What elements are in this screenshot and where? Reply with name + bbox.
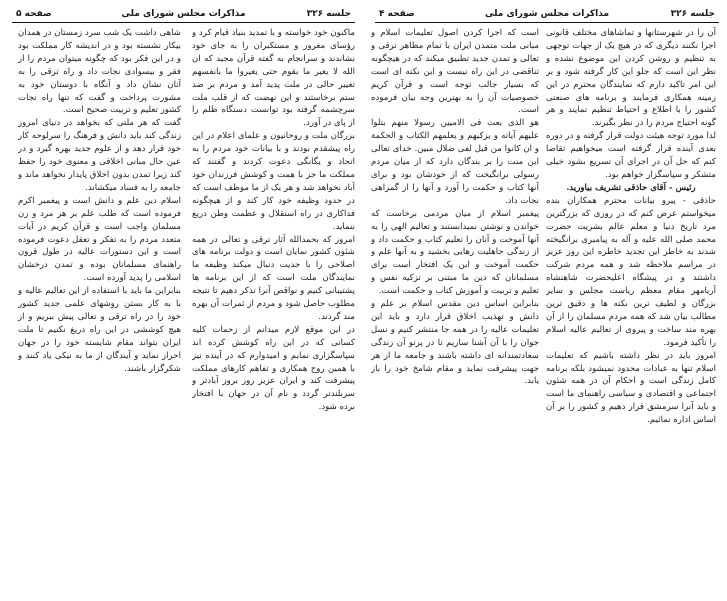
paragraph: امروز که بحمدالله آثار ترقی و تعالی در همه شئون کشور نمایان است و دولت برنامه های اصلاحی را با جدیت دنبال میکند وظیفه ما نمایندگان ملت است که از این برنامه ها پشتیبانی کنیم و نواقص آنرا تذکر دهیم تا نتیجه مطلوب حاصل شود و مردم از ثمرات آن بهره مند گردند. bbox=[192, 234, 355, 322]
paragraph: ماکنون خود خواسته و با تمدید بنیاد قیام کرد و رؤسای مغرور و مستکبران را به جای خود نشاندند و سرانجام به گفته قرآن مجید که ان الله لا یغیر ما بقوم حتی یغیروا ما بانفسهم تغییر حالی در ملت پدید آمد و مردم بر ضد ستم برخاستند و این نهضت که از قلب ملت سرچشمه گرفته بود توانست دستگاه ظلم را از پای در آورد. bbox=[192, 28, 355, 129]
running-title: مذاکرات مجلس شورای ملی bbox=[121, 9, 246, 19]
paragraph: است که اجرا کردن اصول تعلیمات اسلام و مبانی ملت متمدن ایران با تمام مظاهر ترقی و تعالی و تمدن جدید تطبیق میکند که در هیچگونه تناقضی در این راه نیست و این نکته ای است که بسیار جالب توجه است و قرآن کریم خصوصیات آن را به بهترین وجه بیان فرموده است. bbox=[371, 28, 539, 116]
paragraph: آن را در شهرستانها و تماشاهای مختلف قانونی اجرا نکنند دیگری که در هیچ یک از جهات توجهی به تنظیم و روشن کردن این موضوع نشده و نظر این است که جلو این کار گرفته شود و بر این امر تاکید دارم که نمایندگان محترم در این زمینه همکاری فرمایند و برنامه های صنعتی کشور را با اطلاع و احتیاط تنظیم نمایند و هر گونه احتیاج مردم را در نظر بگیرند. bbox=[546, 28, 716, 129]
page-number: صفحه ۵ bbox=[16, 9, 52, 19]
text-column-left bbox=[18, 27, 181, 567]
paragraph: بنابراین ما باید با استفاده از این تعالیم عالیه و با به کار بستن روشهای علمی جدید کشور خود را در راه ترقی و تعالی پیش ببریم و از هیچ کوششی در این راه دریغ نکنیم تا ملت ایران بتواند مقام شایسته خود را در جهان احراز نماید و آیندگان از ما به نیکی یاد کنند و شکرگزار باشند. bbox=[18, 286, 181, 374]
paragraph: شاهی داشت یک شب سرد زمستان در همدان بیکار نشسته بود و در اندیشه کار مملکت بود و در این فکر بود که چگونه میتوان مردم را از فقر و بیسوادی نجات داد و راه ترقی را به آنان نشان داد و آنگاه با دوستان خود به مشورت پرداخت و گفت که تنها راه نجات کشور تعلیم و تربیت صحیح است. bbox=[18, 28, 181, 116]
paragraph: اسلام دین علم و دانش است و پیغمبر اکرم فرموده است که طلب علم بر هر مرد و زن مسلمان واجب است و قرآن کریم در آیات متعدد مردم را به تفکر و تعقل دعوت فرموده است و این دستورات عالیه در طول قرون راهنمای مسلمانان بوده و تمدن درخشان اسلامی را پدید آورده است. bbox=[18, 195, 181, 284]
page-header bbox=[375, 8, 719, 23]
session-number: جلسه ۳۲۶ bbox=[670, 9, 715, 19]
right-page bbox=[363, 0, 727, 601]
running-title: مذاکرات مجلس شورای ملی bbox=[484, 9, 610, 19]
paragraph: گفت که هر ملتی که بخواهد در دنیای امروز زندگی کند باید دانش و فرهنگ را سرلوحه کار خود قرار دهد و از علوم جدید بهره گیرد و در عین حال مبانی اخلاقی و معنوی خود را حفظ کند زیرا تمدن بدون اخلاق پایدار نخواهد ماند و جامعه را به فساد میکشاند. bbox=[18, 118, 181, 193]
page-number: صفحه ۴ bbox=[379, 9, 415, 19]
paragraph: بنابراین اساس دین مقدس اسلام بر علم و دانش و تهذیب اخلاق قرار دارد و باید این تعلیمات عالیه را در همه جا منتشر کنیم و نسل جوان را با آن آشنا سازیم تا در پرتو آن زندگی سعادتمندانه ای داشته باشند و جامعه ما از هر جهت پیشرفت نماید و مقام شامخ خود را باز یابد. bbox=[371, 299, 539, 387]
text-column-right bbox=[192, 27, 355, 567]
paragraph: حاذقی - پیرو بیانات محترم همکاران بنده میخواستم عرض کنم که در روزی که بزرگترین مرد تاریخ دنیا و معلم عالم بشریت حضرت محمد صلی الله علیه و آله به پیامبری برانگیخته شدند به خاطر این تجدید خاطره این روز عزیز در مراسم ملاحظه شد و همه مردم شرکت داشتند و در پیشگاه اعلیحضرت شاهنشاه آریامهر مقام معظم ریاست مجلس و سایر بزرگان و لطیف ترین نکته ها و دقیق ترین مطالب بیان شد که همه مردم مسلمان را از آن بهره مند ساخت و پیروی از تعالیم عالیه اسلام را تأکید فرمود. bbox=[546, 195, 716, 348]
page-header bbox=[12, 8, 355, 23]
quran-verse-paragraph: هو الذی بعث فی الامیین رسولا منهم یتلوا علیهم آیاته و یزکیهم و یعلمهم الکتاب و الحکمة و ان کانوا من قبل لفی ضلال مبین. خدای تعالی این منت را بر بندگان دارد که از میان مردم رسولی برانگیخت که از خودشان بود و برای آنها کتاب و حکمت را آورد و آنها را از گمراهی نجات داد. bbox=[371, 118, 539, 206]
paragraph: لذا مورد توجه هیئت دولت قرار گرفته و در دوره بعدی آینده قرار گرفته است میخواهیم تقاضا کنم که حل آن در اجرای آن تسریع بشود خیلی متشکر و سپاسگزار خواهم بود. bbox=[546, 131, 716, 180]
paragraph: امروز باید در نظر داشته باشیم که تعلیمات اسلام تنها به عبادات محدود نمیشود بلکه برنامه کامل زندگی است و احکام آن در همه شئون اجتماعی و اقتصادی و سیاسی راهنمای ما است و باید آنرا سرمشق قرار دهیم و کشور را بر آن اساس اداره نمائیم. bbox=[546, 350, 716, 426]
paragraph: در این موقع لازم میدانم از زحمات کلیه کسانی که در این راه کوشش کرده اند سپاسگزاری نمایم و امیدوارم که در آینده نیز با همین روح همکاری و تفاهم کارهای مملکت پیشرفت کند و ایران عزیز روز بروز آبادتر و سربلندتر گردد و نام آن در جهان با افتخار برده شود. bbox=[192, 324, 355, 413]
speaker-heading: رئیس - آقای حاذقی تشریف بیاورید. bbox=[566, 182, 696, 193]
paragraph: بزرگان ملت و روحانیون و علمای اعلام در این راه پیشقدم بودند و با بیانات خود مردم را به اتحاد و یگانگی دعوت کردند و گفتند که مملکت ما جز با همت و کوشش فرزندان خود آباد نخواهد شد و هر یک از ما موظف است که در حدود وظیفه خود کار کند و از هیچگونه فداکاری در راه استقلال و عظمت وطن دریغ ننماید. bbox=[192, 131, 355, 232]
session-number: جلسه ۳۲۶ bbox=[306, 9, 351, 19]
paragraph: پیغمبر اسلام از میان مردمی برخاست که خواندن و نوشتن نمیدانستند و تعالیم الهی را به آنها آموخت و آنان را تعلیم کتاب و حکمت داد و از زندگی جاهلیت رهایی بخشید و به آنها علم و حکمت آموخت و این یک افتخار است برای مسلمانان که دین ما مبتنی بر تزکیه نفس و تعلیم و تربیت و آموزش کتاب و حکمت است. bbox=[371, 208, 539, 297]
text-column-left bbox=[371, 27, 539, 567]
left-page bbox=[0, 0, 363, 601]
text-column-right bbox=[546, 27, 716, 567]
